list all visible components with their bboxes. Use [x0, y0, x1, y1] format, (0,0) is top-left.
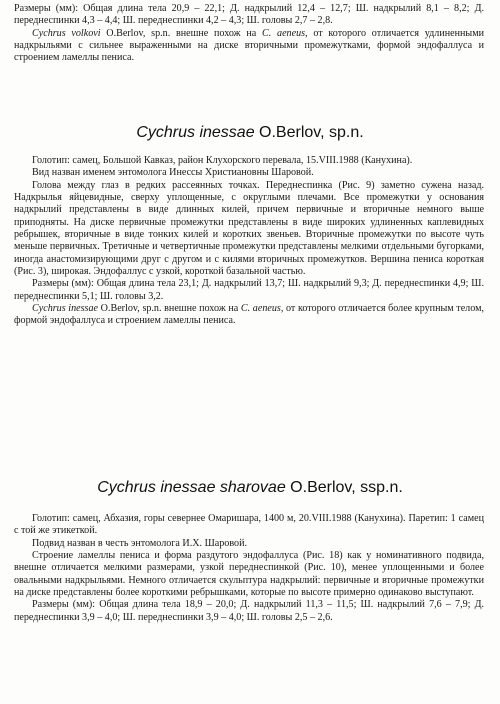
species-name: Cychrus inessae: [32, 303, 98, 315]
holotype-inessae: Голотип: самец, Большой Кавказ, район Клухорского перевала, 15.VIII.1988 (Канухина).: [32, 155, 413, 166]
holotype-sharovae: Голотип: самец, Абхазия, горы севернее Омаришара, 1400 м, 20.VIII.1988 (Канухина). Паретип: 1 самец с той же этикеткой.: [14, 513, 484, 537]
heading-species: Cychrus inessae: [136, 124, 255, 141]
heading-author: O.Berlov, sp.n.: [254, 124, 364, 141]
section-volkovi-end: [14, 3, 484, 65]
comparison-text: , от которого отличается удлиненными надкрыльями с сильнее выраженными на диске вторичными промежутками, формой эндофаллуса и строением ламеллы пениса.: [14, 27, 484, 64]
description-sharovae: Строение ламеллы пениса и форма раздутого эндофаллуса (Рис. 18) как у номинативного подвида, внешне отличается мелкими размерами, узкой переднеспинкой (Рис. 10), менее уплощенными и более овальными надкрыльями. Немного отличается скульптура надкрылий: первичные и вторичные промежутки на диске представлены более короткими ребрышками, которые по высоте примерно одинаково выступают.: [14, 550, 484, 599]
comparison-inessae: [14, 303, 484, 328]
section-sharovae: [14, 513, 484, 624]
etymology-inessae: Вид назван именем энтомолога Инессы Христиановны Шаровой.: [32, 167, 314, 179]
species-name: C. aeneus: [240, 303, 281, 315]
heading-inessae-sharovae: [0, 479, 500, 497]
description-inessae: Голова между глаз в редких рассеянных точках. Переднеспинка (Рис. 9) заметно сужена назад. Надкрылья яйцевидные, сверху уплощенные, с округлыми плечами. Все промежутки у основания надкрылий представлены в виде длинных килей, причем первичные и вторичные немного выше приподняты. На диске первичные промежутки представлены в виде широких удлиненных каплевидных ребрышек, вторичные в виде тонких килей и коротких звеньев. Вторичные промежутки по высоте чуть меньше первичных. Третичные и четвертичные промежутки представлены мелкими отдельными бугорками, иногда анастомизирующими друг с другом и с килями вторичных промежутков. Вершина пениса короткая (Рис. 3), широкая. Эндофаллус с узкой, короткой базальной частью.: [14, 179, 484, 278]
comparison-text: O.Berlov, sp.n. внешне похож на: [98, 303, 241, 315]
heading-inessae: [0, 124, 500, 142]
measurements-volkovi: Размеры (мм): Общая длина тела 20,9 – 22,1; Д. надкрылий 12,4 – 12,7; Ш. надкрылий 8,1 – 8,2; Д. переднеспинки 4,3 – 4,4; Ш. переднеспинки 4,2 – 4,3; Ш. головы 2,7 – 2,8.: [14, 3, 484, 27]
heading-author: O.Berlov, ssp.n.: [285, 479, 403, 496]
comparison-text: , от которого отличается более крупным телом, формой эндофаллуса и строением ламеллы пениса.: [14, 303, 484, 327]
etymology-sharovae: Подвид назван в честь энтомолога И.Х. Шаровой.: [32, 537, 247, 549]
comparison-text: O.Berlov, sp.n. внешне похож на: [100, 27, 263, 39]
heading-species: Cychrus inessae sharovae: [97, 479, 286, 496]
measurements-inessae: Размеры (мм): Общая длина тела 23,1; Д. надкрылий 13,7; Ш. надкрылий 9,3; Д. переднеспинки 4,9; Ш. переднеспинки 5,1; Ш. головы 3,2.: [14, 278, 484, 302]
section-inessae: [14, 155, 484, 328]
species-name: Cychrus volkovi: [32, 27, 101, 39]
species-name: C. aeneus: [262, 27, 306, 39]
comparison-volkovi: [14, 28, 484, 65]
measurements-sharovae: Размеры (мм): Общая длина тела 18,9 – 20,0; Д. надкрылий 11,3 – 11,5; Ш. надкрылий 7,6 – 7,9; Д. переднеспинки 3,9 – 4,0; Ш. переднеспинки 3,9 – 4,0; Ш. головы 2,5 – 2,6.: [14, 599, 484, 623]
